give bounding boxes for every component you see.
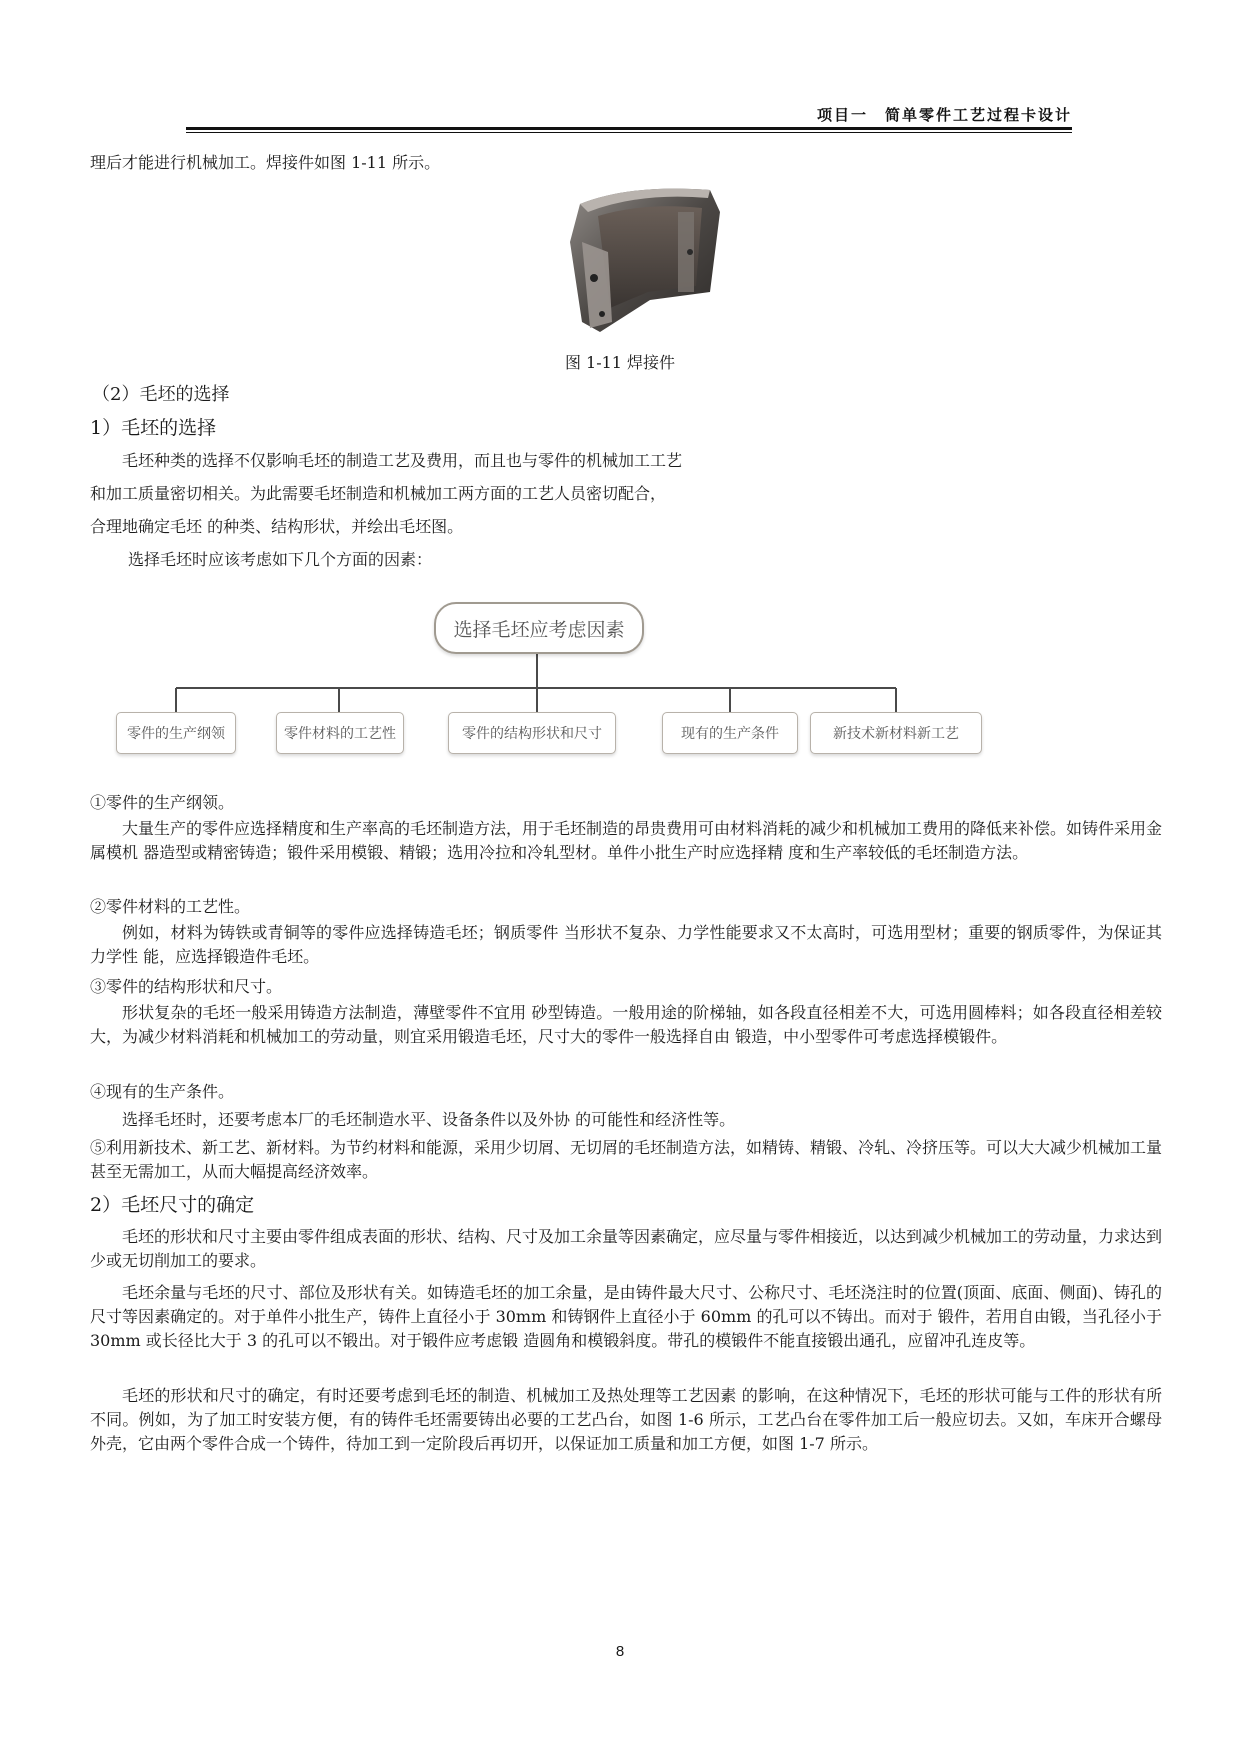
intro-para-line-3: 合理地确定毛坯 的种类、结构形状，并绘出毛坯图。 [90, 517, 464, 536]
size-para-3: 毛坯的形状和尺寸的确定，有时还要考虑到毛坯的制造、机械加工及热处理等工艺因素 的影响，在这种情况下，毛坯的形状可能与工件的形状有所不同。例如，为了加工时安装方便，有的铸件毛坯需要铸出必要的工艺凸台，如图 1-6 所示，工艺凸台在零件加工后一般应切去。又如，车床开合螺母外壳，它由两个零件合成一个铸件，待加工到一定阶段后再切开，以保证加工质量和加工方便，如图 1-7 所示。 [90, 1386, 1162, 1453]
section-heading-2: （2）毛坯的选择 [92, 384, 230, 405]
welded-part-photo [560, 182, 730, 342]
diagram-node-material-process: 零件材料的工艺性 [276, 712, 404, 754]
factor-3-body: 形状复杂的毛坯一般采用铸造方法制造，薄壁零件不宜用 砂型铸造。一般用途的阶梯轴，如各段直径相差不大，可选用圆棒料；如各段直径相差较 大，为减少材料消耗和机械加工的劳动量，则宜采用锻造毛坯，尺寸大的零件一般选择自由 锻造，中小型零件可考虑选择模锻件。 [90, 1003, 1162, 1046]
factor-1-body: 大量生产的零件应选择精度和生产率高的毛坯制造方法，用于毛坯制造的昂贵费用可由材料消耗的减少和机械加工费用的降低来补偿。如铸件采用金属模机 器造型或精密铸造；锻件采用模锻、精锻；选用冷拉和冷轧型材。单件小批生产时应选择精 度和生产率较低的毛坯制造方法。 [90, 819, 1163, 862]
factors-diagram [100, 596, 980, 766]
intro-line: 理后才能进行机械加工。焊接件如图 1-11 所示。 [90, 153, 441, 172]
factor-3-title: ③零件的结构形状和尺寸。 [90, 977, 283, 996]
factor-4-body: 选择毛坯时，还要考虑本厂的毛坯制造水平、设备条件以及外协 的可能性和经济性等。 [122, 1110, 736, 1129]
size-para-1: 毛坯的形状和尺寸主要由零件组成表面的形状、结构、尺寸及加工余量等因素确定，应尽量与零件相接近，以达到减少机械加工的劳动量，力求达到少或无切削加工的要求。 [90, 1227, 1163, 1270]
factor-2-body: 例如，材料为铸铁或青铜等的零件应选择铸造毛坯；钢质零件 当形状不复杂、力学性能要求又不太高时，可选用型材；重要的钢质零件，为保证其力学性 能，应选择锻造件毛坯。 [90, 923, 1162, 966]
page-number: 8 [615, 1643, 625, 1660]
figure-caption: 图 1-11 焊接件 [564, 353, 676, 372]
subsection-heading-1: 1）毛坯的选择 [90, 417, 217, 439]
subsection-heading-2: 2）毛坯尺寸的确定 [90, 1194, 255, 1216]
factor-1-title: ①零件的生产纲领。 [90, 793, 235, 812]
size-para-2: 毛坯余量与毛坯的尺寸、部位及形状有关。如铸造毛坯的加工余量，是由铸件最大尺寸、公称尺寸、毛坯浇注时的位置(顶面、底面、侧面)、铸孔的尺寸等因素确定的。对于单件小批生产，铸件上直径小于 30mm 和铸钢件上直径小于 60mm 的孔可以不铸出。而对于 锻件，若用自由锻，当孔径小于 30mm 或长径比大于 3 的孔可以不锻出。对于锻件应考虑锻 造圆角和模锻斜度。带孔的模锻件不能直接锻出通孔，应留冲孔连皮等。 [90, 1283, 1162, 1350]
diagram-root-node: 选择毛坯应考虑因素 [434, 602, 644, 654]
factor-5-text: ⑤利用新技术、新工艺、新材料。为节约材料和能源，采用少切屑、无切屑的毛坯制造方法，如精铸、精锻、冷轧、冷挤压等。可以大大减少机械加工量甚至无需加工，从而大幅提高经济效率。 [90, 1138, 1163, 1181]
intro-para-line-2: 和加工质量密切相关。为此需要毛坯制造和机械加工两方面的工艺人员密切配合， [90, 484, 667, 503]
header-rule [186, 127, 1072, 130]
factor-4-title: ④现有的生产条件。 [90, 1082, 235, 1101]
intro-para-line-4: 选择毛坯时应该考虑如下几个方面的因素： [128, 550, 433, 569]
diagram-node-structure-size: 零件的结构形状和尺寸 [448, 712, 616, 754]
header-rule-thin [186, 132, 1072, 133]
diagram-node-new-tech: 新技术新材料新工艺 [810, 712, 982, 754]
diagram-node-production-volume: 零件的生产纲领 [116, 712, 236, 754]
intro-para-line-1: 毛坯种类的选择不仅影响毛坯的制造工艺及费用，而且也与零件的机械加工工艺 [122, 451, 683, 470]
running-header: 项目一 简单零件工艺过程卡设计 [816, 106, 1072, 124]
factor-2-title: ②零件材料的工艺性。 [90, 897, 251, 916]
diagram-node-production-conditions: 现有的生产条件 [662, 712, 798, 754]
